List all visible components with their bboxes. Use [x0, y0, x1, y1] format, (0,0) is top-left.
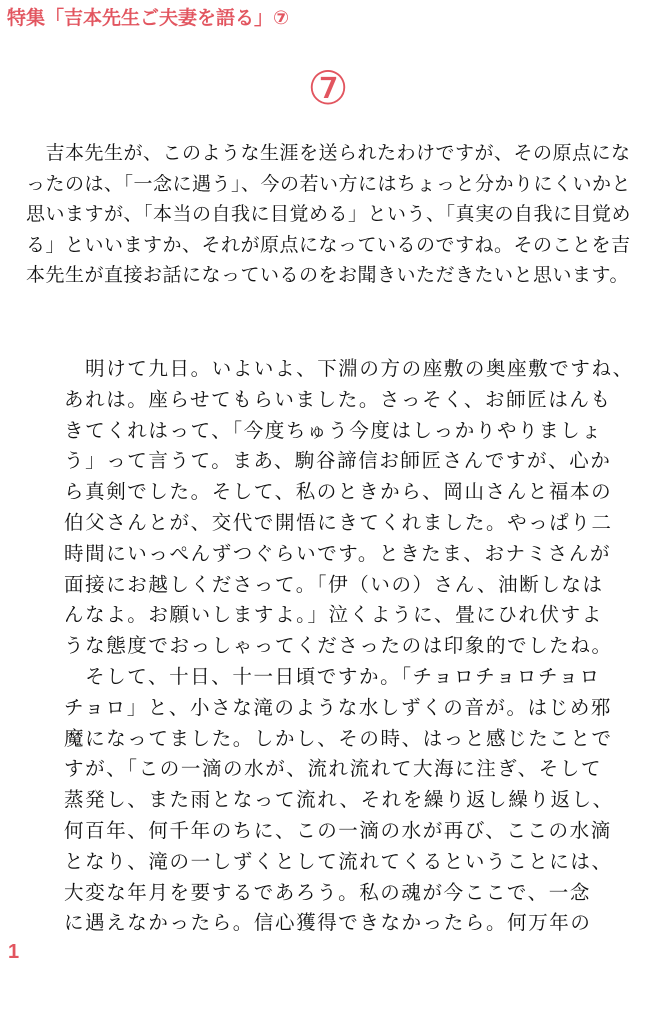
body-line: そして、十日、十一日頃ですか。「チョロチョロチョロ [64, 664, 601, 688]
intro-line: 吉本先生が、このような生涯を送られたわけですが、その原点にな [26, 142, 631, 164]
body-line: きてくれはって、「今度ちゅう今度はしっかりやりましょ [64, 418, 603, 442]
page-header-title: 特集「吉本先生ご夫妻を語る」⑦ [7, 7, 290, 29]
body-line: ら真剣でした。そして、私のときから、岡山さんと福本の [64, 480, 613, 504]
body-line: となり、滝の一しずくとして流れてくるということには、 [64, 849, 613, 873]
section-number: ⑦ [307, 61, 349, 115]
body-line: う」って言うて。まあ、駒谷諦信お師匠さんですが、心か [64, 449, 612, 473]
intro-line: ったのは、「一念に遇う」、今の若い方にはちょっと分かりにくいかと [26, 172, 632, 195]
body-line: 魔になってました。しかし、その時、はっと感じたことで [64, 726, 613, 750]
body-line: チョロ」と、小さな滝のような水しずくの音が。はじめ邪 [64, 695, 613, 719]
body-line: 何百年、何千年のちに、この一滴の水が再び、ここの水滴 [64, 818, 612, 842]
body-line: 面接にお越しくださって。「伊（いの）さん、油断しなは [64, 572, 604, 596]
intro-line: 思いますが、「本当の自我に目覚める」という、「真実の自我に目覚め [26, 203, 632, 225]
body-line: 明けて九日。いよいよ、下淵の方の座敷の奥座敷ですね、 [64, 357, 634, 380]
body-line: あれは。座らせてもらいました。さっそく、お師匠はんも [64, 387, 612, 411]
body-line: 伯父さんとが、交代で開悟にきてくれました。やっぱり二 [64, 510, 613, 534]
body-line: うな態度でおっしゃってくださったのは印象的でしたね。 [64, 634, 613, 658]
body-line: に遇えなかったら。信心獲得できなかったら。何万年の [64, 911, 592, 935]
intro-paragraph [26, 138, 634, 291]
body-line: 時間にいっぺんずつぐらいです。ときたま、おナミさんが [64, 541, 612, 565]
intro-line: る」といいますか、それが原点になっているのですね。そのことを吉 [26, 233, 631, 256]
body-line: すが、「この一滴の水が、流れ流れて大海に注ぎ、そして [64, 757, 603, 781]
body-line: んなよ。お願いしますよ。」泣くように、畳にひれ伏すよ [64, 603, 603, 627]
page-number: 1 [8, 941, 20, 963]
body-line: 蒸発し、また雨となって流れ、それを繰り返し繰り返し、 [64, 788, 614, 812]
body-line: 大変な年月を要するであろう。私の魂が今ここで、一念 [64, 880, 591, 904]
intro-line: 本先生が直接お話になっているのをお聞きいただきたいと思います。 [26, 264, 629, 286]
quoted-testimony-text [64, 354, 634, 939]
